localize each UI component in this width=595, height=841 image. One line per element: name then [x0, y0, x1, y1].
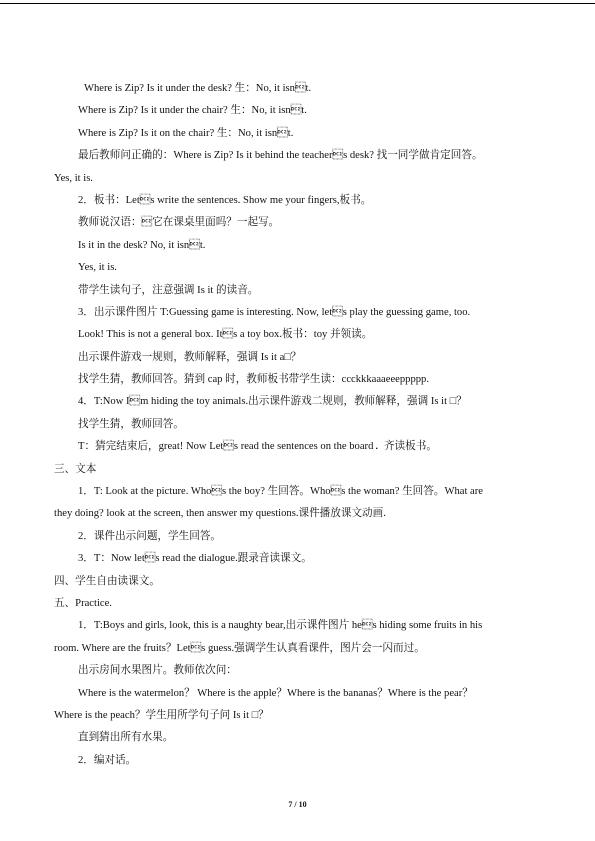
text-line: 1．T:Boys and girls, look, this is a naughty bear,出示课件图片 hes hiding some fruits in his	[78, 620, 483, 632]
page-number: 7 / 10	[288, 800, 307, 809]
text-line: 四、学生自由读课文。	[54, 575, 160, 587]
text-line: 直到猜出所有水果。	[78, 732, 174, 744]
text-line: 出示房间水果图片。教师依次问：	[78, 665, 237, 677]
text-line: Where is Zip? Is it on the chair? 生：No, it isnt.	[78, 127, 294, 139]
text-line: 找学生猜，教师回答。猜到 cap 时，教师板书带学生读：ccckkkaaaeeeppppp.	[78, 374, 429, 386]
text-line: Where is the watermelon？ Where is the apple？Where is the bananas？Where is the pear？	[78, 687, 473, 699]
text-line: Is it in the desk? No, it isnt.	[78, 239, 206, 251]
text-line: 教师说汉语：它在课桌里面吗？一起写。	[78, 217, 280, 229]
text-line: Look! This is not a general box. Its a toy box.板书：toy 并领读。	[78, 329, 373, 341]
text-line: Yes, it is.	[78, 262, 117, 274]
text-line: 4．T:Now Im hiding the toy animals.出示课件游戏二规则，教师解释，强调 Is it □？	[78, 396, 467, 408]
document-body	[54, 78, 542, 772]
text-line: Where is Zip? Is it under the chair? 生：No, it isnt.	[78, 105, 307, 117]
text-line: 2．板书：Lets write the sentences. Show me your fingers,板书。	[78, 194, 372, 206]
text-line: 找学生猜，教师回答。	[78, 418, 184, 430]
text-line: 五、Practice.	[54, 597, 112, 609]
text-line: 带学生读句子，注意强调 Is it 的读音。	[78, 284, 259, 296]
text-line: 出示课件游戏一规则，教师解释，强调 Is it a□？	[78, 351, 302, 363]
text-line: 1．T: Look at the picture. Whos the boy? 生回答。Whos the woman? 生回答。What are	[78, 486, 483, 498]
text-line: 三、文本	[54, 463, 97, 475]
top-rule	[0, 3, 595, 4]
text-line: Where is Zip? Is it under the desk? 生：No, it isnt.	[84, 83, 312, 94]
text-line: room. Where are the fruits？Lets guess.强调学生认真看课件，图片会一闪而过。	[54, 642, 425, 654]
text-line: T：猜完结束后，great! Now Lets read the sentences on the board．齐读板书。	[78, 441, 437, 453]
text-line: 2．编对话。	[78, 754, 137, 766]
text-line: they doing? look at the screen, then answer my questions.课件播放课文动画.	[54, 508, 386, 520]
text-line: 3．出示课件图片 T:Guessing game is interesting. Now, lets play the guessing game, too.	[78, 306, 471, 318]
text-line: 最后教师问正确的：Where is Zip? Is it behind the teachers desk? 找一同学做肯定回答。	[78, 150, 483, 162]
text-line: 3．T：Now lets read the dialogue.跟录音读课文。	[78, 553, 312, 565]
text-line: Yes, it is.	[54, 172, 93, 184]
text-line: 2．课件出示问题，学生回答。	[78, 530, 222, 542]
text-line: Where is the peach？学生用所学句子问 Is it □？	[54, 709, 269, 721]
